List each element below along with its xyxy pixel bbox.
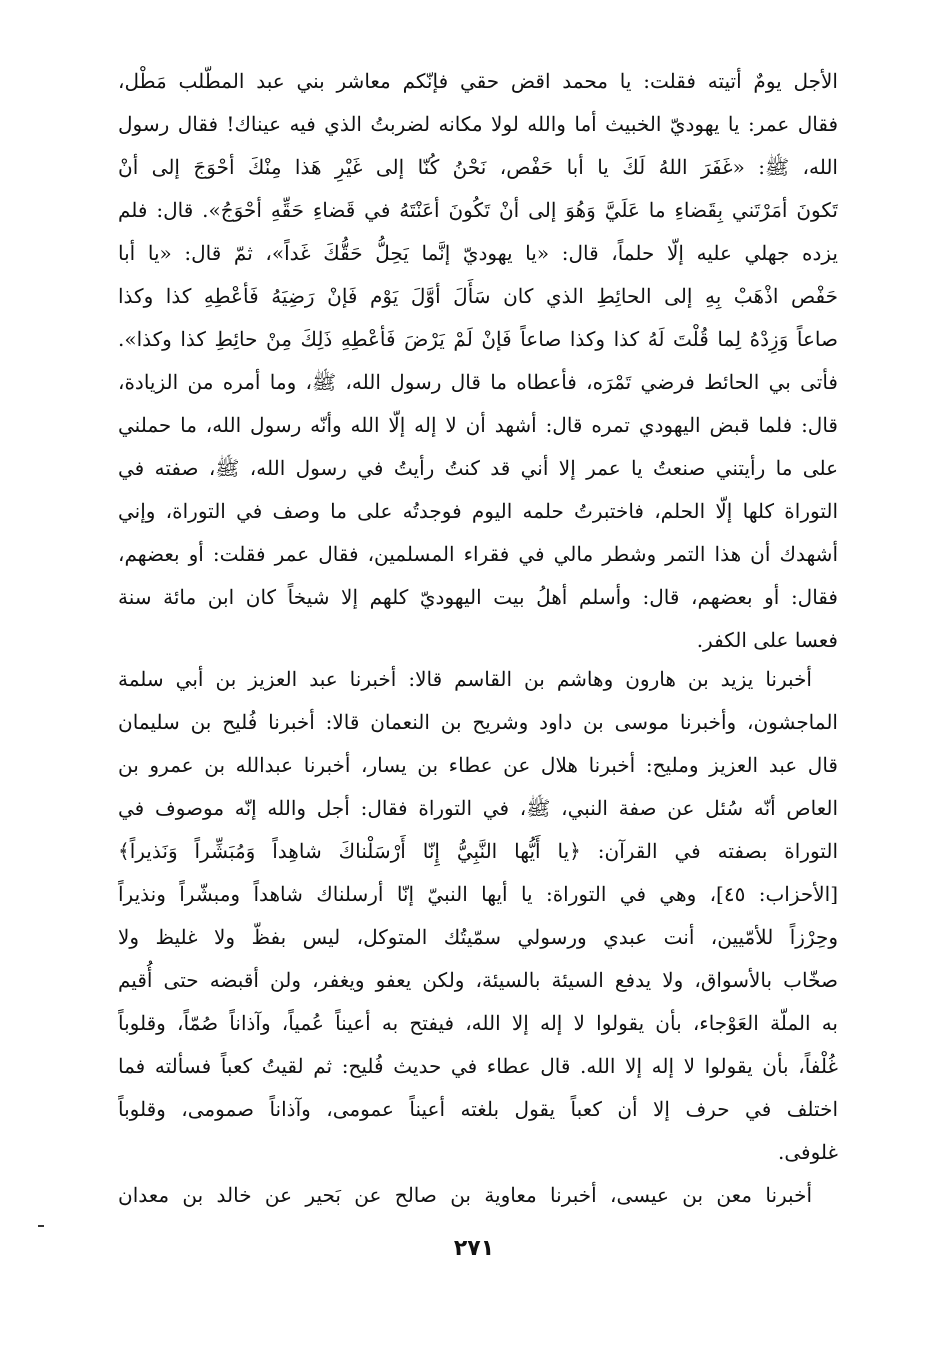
text-line: حَفْص اذْهَبْ بِهِ إلى الحائِطِ الذي كان سَأَلَ أوَّلَ يَوْم فَإنْ رَضِيَهُ فَأعْطِهِ كذا وكذا bbox=[118, 284, 838, 308]
quran-verse-line: التوراة بصفته في القرآن: ﴿يا أَيُّها النَّبِيُّ إِنّا أَرْسَلْناكَ شاهِداً وَمُبَشِّراً وَنَذيراً﴾ bbox=[118, 839, 838, 863]
text-line: وحِرْزاً للأمّيين، أنت عبدي ورسولي سمّيتُك المتوكل، ليس بفظّ ولا غليظ ولا bbox=[118, 925, 838, 949]
text-line: اختلف في حرف إلا أن كعباً يقول بلغته أعيناً عمومى، وآذاناً صمومى، وقلوباً bbox=[118, 1097, 838, 1121]
text-line: على ما رأيتني صنعتُ يا عمر إلا أني قد كنتُ رأيتُ في رسول الله، ﷺ، صفته في bbox=[118, 456, 838, 480]
text-line: التوراة كلها إلّا الحلم، فاختبرتُ حلمه اليوم فوجدتُه على ما وصف في التوراة، وإني bbox=[118, 499, 838, 523]
text-line: الله، ﷺ: «غَفَرَ اللهُ لَكَ يا أبا حَفْص، نَحْنُ كُنّا إلى غَيْرِ هَذا مِنْكَ أحْوَجَ إلى أنْ bbox=[118, 155, 838, 179]
text-line: فأتى بي الحائط فرضي تَمْرَه، فأعطاه ما قال رسول الله، ﷺ، وما أمره من الزيادة، bbox=[118, 370, 838, 394]
text-line: قال: فلما قبض اليهودي تمره قال: أشهد أن لا إله إلّا الله وأنّه رسول الله، ما حملني bbox=[118, 413, 838, 437]
text-line: الأجل يومٌ أتيته فقلت: يا محمد اقض حقي فإنّكم معاشر بني عبد المطّلب مَطْل، bbox=[118, 69, 838, 93]
text-line: أخبرنا معن بن عيسى، أخبرنا معاوية بن صالح عن بَحير عن خالد بن معدان bbox=[118, 1183, 812, 1207]
text-line: العاص أنّه سُئل عن صفة النبي، ﷺ، في التوراة فقال: أجل والله إنّه موصوف في bbox=[118, 796, 838, 820]
text-line: غلوفى. bbox=[778, 1140, 838, 1164]
paragraph-2 bbox=[118, 658, 838, 1174]
paragraph-3 bbox=[118, 1174, 838, 1217]
text-line: تَكونَ أمَرْتَني بِقَضاءِ ما عَلَيَّ وَهُوَ إلى أنْ تَكُونَ أعَنْتَهُ في قَضاءِ حَقِّهِ أحْوَجُ». قال: فلم bbox=[118, 198, 838, 222]
text-line: غُلْفاً، بأن يقولوا لا إله إلا الله. قال عطاء في حديث فُليح: ثم لقيتُ كعباً فسألته فما bbox=[118, 1054, 838, 1078]
text-line: أشهدك أن هذا التمر وشطر مالي في فقراء المسلمين، فقال عمر فقلت: أو بعضهم، bbox=[118, 542, 838, 566]
paragraph-1 bbox=[118, 60, 838, 662]
text-line: صاعاً وَزِدْهُ لِما قُلْتَ لَهُ كذا وكذا صاعاً فَإنْ لَمْ يَرْضَ فَأعْطِهِ ذَلِكَ مِنْ حائِطِ كذا وكذا». bbox=[118, 327, 838, 351]
text-line: [الأحزاب: ٤٥]، وهي في التوراة: يا أيها النبيّ إنّا أرسلناك شاهداً ومبشّراً ونذيراً bbox=[118, 882, 838, 906]
text-line: يزده جهلي عليه إلّا حلماً، قال: «يا يهوديّ إنَّما يَحِلُّ حَقُّكَ غَداً»، ثمّ قال: «يا أبا bbox=[118, 241, 838, 265]
text-line: قال عبد العزيز ومليح: أخبرنا هلال عن عطاء بن يسار، أخبرنا عبدالله بن عمرو بن bbox=[118, 753, 838, 777]
margin-mark bbox=[38, 1225, 44, 1227]
text-line: الماجشون، وأخبرنا موسى بن داود وشريح بن النعمان قالا: أخبرنا فُليح بن سليمان bbox=[118, 710, 838, 734]
text-line: فعسا على الكفر. bbox=[696, 628, 838, 652]
page-number: ٢٧١ bbox=[453, 1236, 495, 1261]
text-line: فقال: أو بعضهم، قال: وأسلم أهلُ بيت اليهوديّ كلهم إلا شيخاً كان ابن مائة سنة bbox=[118, 585, 838, 609]
text-line: فقال عمر: يا يهوديّ الخبيث أما والله لولا مكانه لضربتُ الذي فيه عيناك! فقال رسول bbox=[118, 112, 838, 136]
text-line: صخّاب بالأسواق، ولا يدفع السيئة بالسيئة، ولكن يعفو ويغفر، ولن أقبضه حتى أُقيم bbox=[118, 968, 838, 992]
text-line: أخبرنا يزيد بن هارون وهاشم بن القاسم قالا: أخبرنا عبد العزيز بن أبي سلمة bbox=[118, 667, 812, 691]
text-line: به الملّة العَوْجاء، بأن يقولوا لا إله إلا الله، فيفتح به أعيناً عُمياً، وآذاناً صُمّاً، وقلوباً bbox=[118, 1011, 838, 1035]
